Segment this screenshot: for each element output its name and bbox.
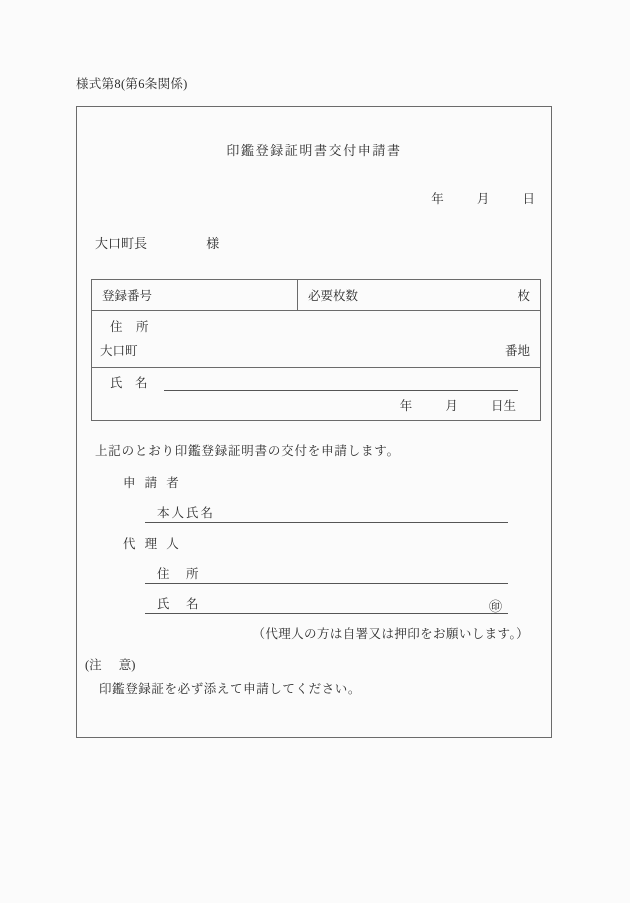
copies-cell[interactable] bbox=[298, 280, 541, 311]
notes-body-text: 印鑑登録証を必ず添えて申請してください。 bbox=[99, 682, 362, 696]
addressee-office: 大口町長 bbox=[95, 236, 148, 251]
seal-stamp-icon: ㊞ bbox=[488, 599, 502, 614]
table-row-address bbox=[92, 311, 541, 368]
notes-heading-open: (注 bbox=[85, 658, 102, 672]
applicant-name-label: 本人氏名 bbox=[157, 506, 216, 520]
birth-day-label: 日生 bbox=[490, 399, 516, 413]
applicant-name-field[interactable] bbox=[145, 503, 508, 523]
date-month-label: 月 bbox=[476, 192, 490, 206]
copies-label: 必要枚数 bbox=[308, 289, 359, 303]
applicant-section-heading: 申 請 者 bbox=[123, 476, 182, 490]
addressee-honorific: 様 bbox=[206, 236, 220, 251]
document-title: 印鑑登録証明書交付申請書 bbox=[226, 143, 402, 158]
table-row-name bbox=[92, 368, 541, 421]
copies-unit-label: 枚 bbox=[517, 289, 530, 303]
date-year-label: 年 bbox=[431, 192, 444, 206]
address-cell[interactable] bbox=[92, 311, 541, 368]
agent-name-label: 氏 名 bbox=[157, 597, 201, 611]
name-label: 氏 名 bbox=[110, 376, 148, 390]
address-town-prefix: 大口町 bbox=[100, 344, 138, 358]
name-write-rule[interactable] bbox=[164, 390, 518, 391]
agent-address-field[interactable] bbox=[145, 564, 508, 584]
address-label: 住 所 bbox=[110, 320, 150, 334]
addressee-line bbox=[95, 233, 219, 252]
form-number: 様式第8(第6条関係) bbox=[76, 77, 188, 91]
registration-number-label: 登録番号 bbox=[102, 289, 153, 303]
table-row-registration bbox=[92, 280, 541, 311]
name-cell[interactable] bbox=[92, 368, 541, 421]
date-day-label: 日 bbox=[522, 192, 535, 206]
address-suffix-label: 番地 bbox=[504, 344, 530, 358]
applicant-info-table bbox=[91, 279, 541, 421]
notes-heading bbox=[85, 655, 135, 673]
notes-heading-close: 意) bbox=[118, 658, 136, 672]
birth-month-label: 月 bbox=[445, 399, 458, 413]
birthdate-line bbox=[400, 396, 516, 414]
form-sheet bbox=[76, 106, 552, 738]
birth-year-label: 年 bbox=[399, 399, 413, 413]
registration-number-cell[interactable] bbox=[92, 280, 298, 311]
submission-date-line bbox=[431, 189, 535, 207]
declaration-sentence: 上記のとおり印鑑登録証明書の交付を申請します。 bbox=[95, 444, 400, 458]
agent-name-field[interactable] bbox=[145, 594, 508, 614]
agent-signature-note: （代理人の方は自署又は押印をお願いします。） bbox=[252, 627, 529, 641]
agent-section-heading: 代 理 人 bbox=[123, 537, 182, 551]
agent-address-label: 住 所 bbox=[157, 567, 201, 581]
